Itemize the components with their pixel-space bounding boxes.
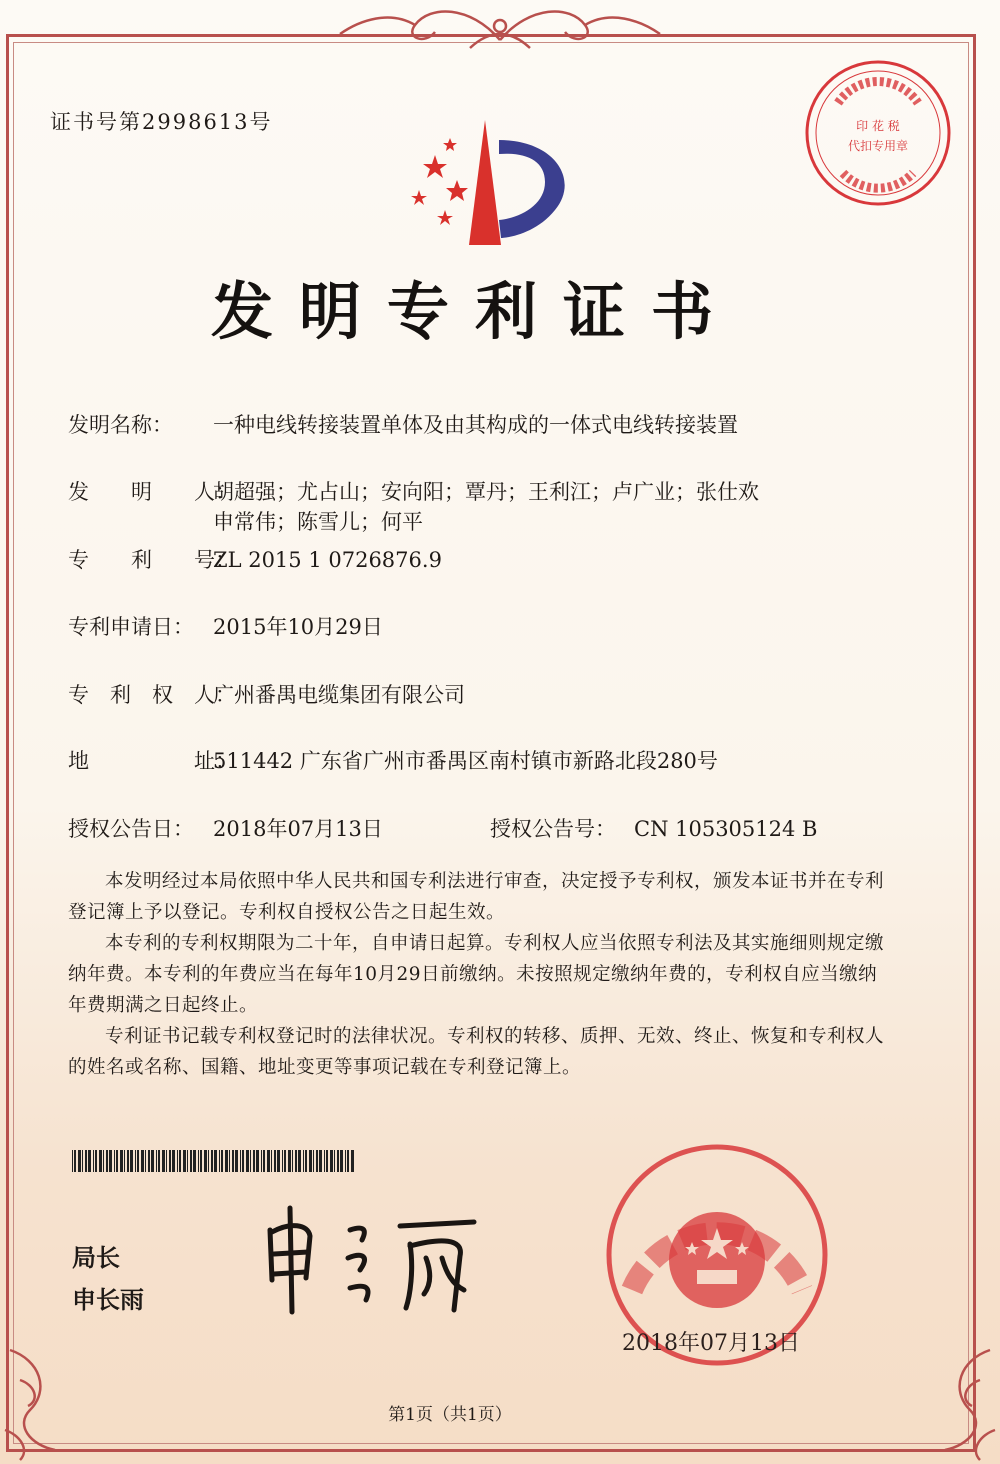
body-paragraph-3: 专利证书记载专利权登记时的法律状况。专利权的转移、质押、无效、终止、恢复和专利权人的姓名或名称、国籍、地址变更等事项记载在专利登记簿上。: [68, 1026, 885, 1078]
body-paragraph-2: 本专利的专利权期限为二十年，自申请日起算。专利权人应当依照专利法及其实施细则规定缴纳年费。本专利的年费应当在每年10月29日前缴纳。未按照规定缴纳年费的，专利权自应当缴纳年费期满之日起终止。: [68, 933, 885, 1016]
tax-seal: [803, 58, 953, 208]
barcode-bar: [313, 1150, 314, 1172]
grant-number-label: 授权公告号：: [490, 817, 616, 841]
barcode-bar: [177, 1150, 178, 1172]
inventors-label: 发 明 人：: [68, 480, 236, 504]
barcode-bar: [246, 1150, 249, 1172]
certificate-number: 证书号第2998613号: [50, 110, 273, 134]
barcode-bar: [156, 1150, 157, 1172]
barcode-bar: [253, 1150, 255, 1172]
barcode-bar: [145, 1150, 146, 1172]
patentee-label: 专 利 权 人：: [68, 683, 236, 707]
barcode-bar: [326, 1150, 328, 1172]
barcode-bar: [114, 1150, 115, 1172]
director-signature: [250, 1200, 510, 1320]
barcode-bar: [214, 1150, 217, 1172]
barcode-bar: [151, 1150, 154, 1172]
barcode-bar: [124, 1150, 125, 1172]
barcode-bar: [166, 1150, 167, 1172]
barcode-bar: [232, 1150, 234, 1172]
barcode-bar: [242, 1150, 244, 1172]
barcode: [72, 1150, 354, 1172]
barcode-bar: [284, 1150, 286, 1172]
certificate-body-text: [68, 866, 888, 1083]
invention-name: 一种电线转接装置单体及由其构成的一体式电线转接装置: [213, 413, 738, 437]
barcode-bar: [261, 1150, 262, 1172]
barcode-bar: [340, 1150, 343, 1172]
barcode-bar: [85, 1150, 87, 1172]
barcode-bar: [345, 1150, 346, 1172]
barcode-bar: [82, 1150, 83, 1172]
patentee: 广州番禺电缆集团有限公司: [213, 683, 465, 707]
barcode-bar: [130, 1150, 133, 1172]
barcode-bar: [309, 1150, 312, 1172]
barcode-bar: [162, 1150, 165, 1172]
barcode-bar: [158, 1150, 160, 1172]
barcode-bar: [334, 1150, 335, 1172]
inventors-line-1: 胡超强；尤占山；安向阳；覃丹；王利江；卢广业；张仕欢: [213, 480, 759, 504]
barcode-bar: [347, 1150, 349, 1172]
svg-text:印 花 税: 印 花 税: [856, 119, 900, 133]
director-name: 申长雨: [72, 1286, 144, 1314]
barcode-bar: [141, 1150, 144, 1172]
barcode-bar: [351, 1150, 354, 1172]
barcode-bar: [271, 1150, 272, 1172]
barcode-bar: [337, 1150, 339, 1172]
filing-date-label: 专利申请日：: [68, 615, 194, 639]
barcode-bar: [190, 1150, 192, 1172]
barcode-bar: [179, 1150, 181, 1172]
patent-number-label: 专 利 号：: [68, 548, 236, 572]
filing-date: 2015年10月29日: [213, 615, 383, 639]
bottom-right-ornament: [920, 1340, 1000, 1464]
barcode-bar: [250, 1150, 251, 1172]
barcode-bar: [288, 1150, 291, 1172]
barcode-bar: [211, 1150, 213, 1172]
barcode-bar: [137, 1150, 139, 1172]
barcode-bar: [219, 1150, 220, 1172]
barcode-bar: [120, 1150, 123, 1172]
inventors-line-2: 申常伟；陈雪儿；何平: [213, 510, 423, 534]
barcode-bar: [116, 1150, 118, 1172]
grant-number: CN 105305124 B: [634, 817, 818, 841]
barcode-bar: [221, 1150, 223, 1172]
svg-text:代扣专用章: 代扣专用章: [847, 139, 909, 153]
barcode-bar: [229, 1150, 230, 1172]
barcode-bar: [109, 1150, 112, 1172]
barcode-bar: [99, 1150, 102, 1172]
barcode-bar: [127, 1150, 129, 1172]
barcode-bar: [295, 1150, 297, 1172]
barcode-bar: [316, 1150, 318, 1172]
grant-date: 2018年07月13日: [213, 817, 383, 841]
director-title: 局长: [72, 1244, 120, 1272]
barcode-bar: [292, 1150, 293, 1172]
barcode-bar: [267, 1150, 270, 1172]
barcode-bar: [256, 1150, 259, 1172]
barcode-bar: [72, 1150, 73, 1172]
document-title: 发明专利证书: [210, 275, 739, 348]
barcode-bar: [240, 1150, 241, 1172]
barcode-bar: [330, 1150, 333, 1172]
barcode-bar: [193, 1150, 196, 1172]
barcode-bar: [95, 1150, 97, 1172]
barcode-bar: [263, 1150, 265, 1172]
barcode-bar: [235, 1150, 238, 1172]
address-label: 地 址：: [68, 749, 236, 773]
top-ornament: [320, 0, 680, 52]
barcode-bar: [204, 1150, 207, 1172]
barcode-bar: [135, 1150, 136, 1172]
barcode-bar: [200, 1150, 202, 1172]
patent-office-logo: [405, 110, 575, 250]
barcode-bar: [298, 1150, 301, 1172]
patent-number: ZL 2015 1 0726876.9: [213, 548, 442, 572]
barcode-bar: [93, 1150, 94, 1172]
barcode-bar: [183, 1150, 186, 1172]
barcode-bar: [277, 1150, 280, 1172]
barcode-bar: [78, 1150, 81, 1172]
invention-name-label: 发明名称：: [68, 413, 173, 437]
barcode-bar: [187, 1150, 188, 1172]
barcode-bar: [172, 1150, 175, 1172]
barcode-bar: [198, 1150, 199, 1172]
address: 511442 广东省广州市番禺区南村镇市新路北段280号: [213, 749, 718, 773]
barcode-bar: [208, 1150, 209, 1172]
barcode-bar: [324, 1150, 325, 1172]
barcode-bar: [225, 1150, 228, 1172]
page-number: 第1页（共1页）: [388, 1405, 512, 1425]
grant-date-label: 授权公告日：: [68, 817, 194, 841]
barcode-bar: [303, 1150, 304, 1172]
barcode-bar: [305, 1150, 307, 1172]
barcode-bar: [319, 1150, 322, 1172]
seal-date: 2018年07月13日: [622, 1331, 800, 1356]
barcode-bar: [74, 1150, 76, 1172]
barcode-bar: [88, 1150, 91, 1172]
barcode-bar: [169, 1150, 171, 1172]
barcode-bar: [106, 1150, 108, 1172]
body-paragraph-1: 本发明经过本局依照中华人民共和国专利法进行审查，决定授予专利权，颁发本证书并在专利登记簿上予以登记。专利权自授权公告之日起生效。: [68, 871, 885, 923]
barcode-bar: [282, 1150, 283, 1172]
barcode-bar: [274, 1150, 276, 1172]
barcode-bar: [103, 1150, 104, 1172]
barcode-bar: [148, 1150, 150, 1172]
